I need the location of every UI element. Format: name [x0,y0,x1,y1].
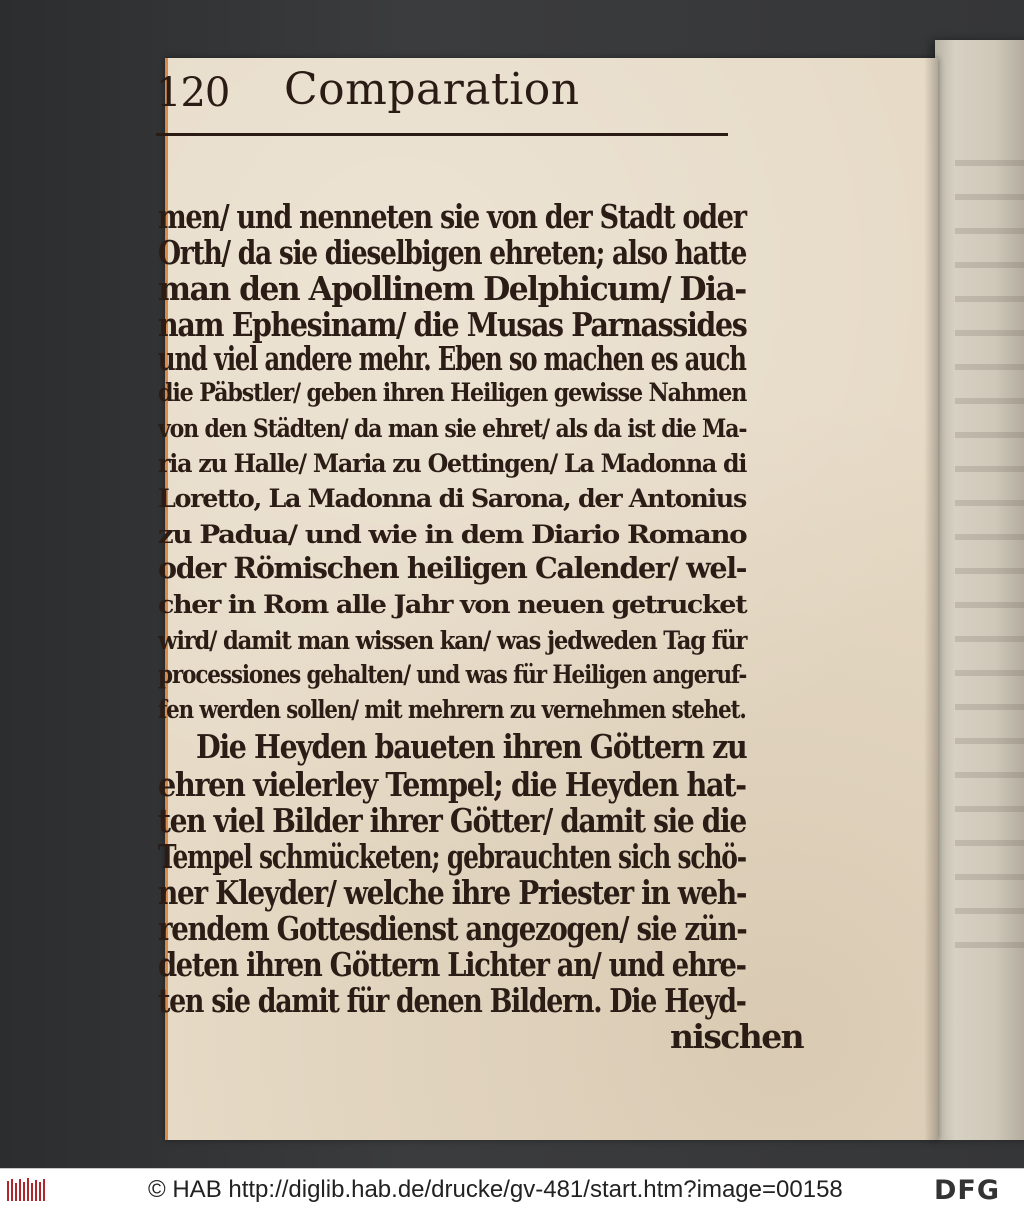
text-line: Orth/ da sie dieselbigen ehreten; also hatte [158,233,747,272]
running-title: Comparation [284,64,580,115]
text-line: zu Padua/ und wie in dem Diario Romano [158,520,747,549]
text-line: und viel andere mehr. Eben so machen es auch [158,339,746,378]
text-line: processiones gehalten/ und was für Heiligen angeruf- [158,660,747,689]
text-line: nam Ephesinam/ die Musas Parnassides [158,305,747,344]
text-line: wird/ damit man wissen kan/ was jedweden Tag für [158,626,747,655]
page-number: 120 [156,70,230,116]
header-rule [156,133,728,136]
text-line: men/ und nenneten sie von der Stadt oder [158,197,746,236]
text-line: ria zu Halle/ Maria zu Oettingen/ La Madonna di [158,449,747,478]
text-line: Die Heyden baueten ihren Göttern zu [196,727,747,766]
page-header [156,64,716,140]
copyright-link[interactable]: © HAB http://diglib.hab.de/drucke/gv-481/start.htm?image=00158 [148,1176,843,1203]
text-line: man den Apollinem Delphicum/ Dia- [158,269,746,308]
text-line: ten viel Bilder ihrer Götter/ damit sie die [158,801,746,840]
text-line: die Päbstler/ geben ihren Heiligen gewisse Nahmen [158,378,747,407]
next-page-edge [935,40,1024,1140]
text-line: von den Städten/ da man sie ehret/ als da ist die Ma- [158,414,747,443]
text-line: deten ihren Göttern Lichter an/ und ehre- [158,945,746,984]
text-line: ten sie damit für denen Bildern. Die Heyd- [158,981,746,1020]
text-line: cher in Rom alle Jahr von neuen getrucket [158,590,747,619]
hab-logo-icon [6,1177,46,1203]
text-line: fen werden sollen/ mit mehrern zu vernehmen stehet. [158,695,746,724]
footer-bar [0,1168,1024,1210]
show-through-text [955,160,1024,960]
text-line: Loretto, La Madonna di Sarona, der Antonius [158,484,746,513]
text-line: ehren vielerley Tempel; die Heyden hat- [158,765,746,804]
text-line: oder Römischen heiligen Calender/ wel- [158,551,747,585]
dfg-logo: DFG [934,1175,1001,1206]
text-line: ner Kleyder/ welche ihre Priester in weh- [158,873,747,912]
catchword: nischen [670,1017,803,1056]
text-line: Tempel schmücketen; gebrauchten sich schö- [158,837,746,876]
text-line: rendem Gottesdienst angezogen/ sie zün- [158,909,747,948]
